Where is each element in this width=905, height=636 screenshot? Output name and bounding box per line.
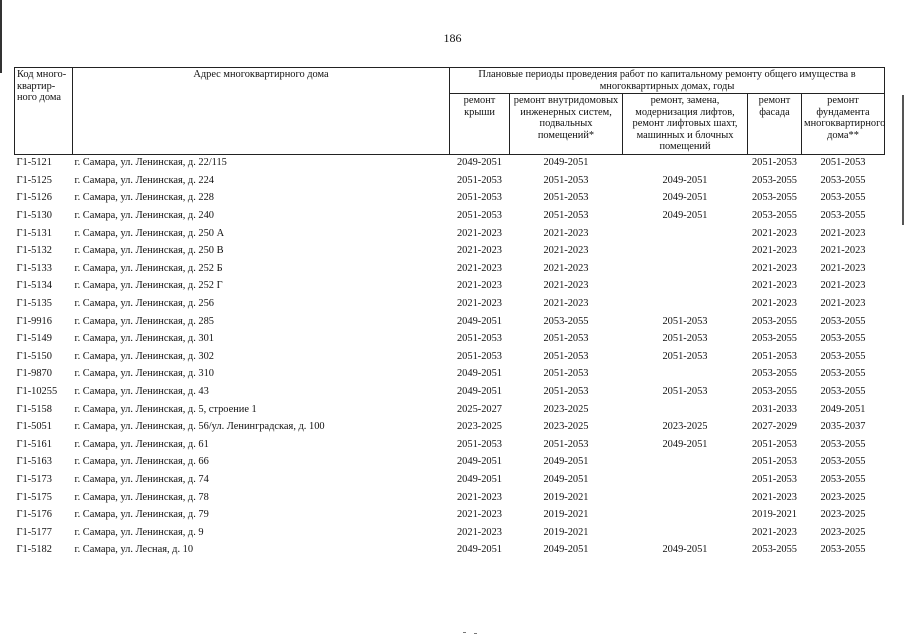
scan-speck <box>463 632 466 633</box>
period-foundation: 2053-2055 <box>820 174 866 186</box>
header-row-top <box>15 68 885 94</box>
period-foundation: 2053-2055 <box>820 333 866 345</box>
period-facade: 2031-2033 <box>751 403 798 415</box>
house-code: Г1-5158 <box>16 403 52 415</box>
house-code: Г1-5175 <box>16 491 52 503</box>
period-foundation: 2053-2055 <box>820 210 866 222</box>
house-code: Г1-5150 <box>16 350 52 362</box>
period-roof: 2021-2023 <box>456 227 503 239</box>
period-roof: 2049-2051 <box>456 315 503 327</box>
header-foundation: ремонт фундамента многоквартирного дома** <box>802 94 885 155</box>
header-address: Адрес многоквартирного дома <box>73 68 450 155</box>
house-address: г. Самара, ул. Ленинская, д. 250 В <box>74 245 224 257</box>
house-address: г. Самара, ул. Ленинская, д. 78 <box>74 491 209 503</box>
period-foundation: 2021-2023 <box>820 262 866 274</box>
header-systems: ремонт внутридомовых инженерных систем, подвальных помещений* <box>510 94 623 155</box>
house-address: г. Самара, ул. Ленинская, д. 301 <box>74 333 214 345</box>
period-foundation: 2053-2055 <box>820 456 866 468</box>
house-code: Г1-5133 <box>16 262 52 274</box>
table-row <box>15 454 885 472</box>
period-roof: 2049-2051 <box>456 544 503 556</box>
house-code: Г1-5149 <box>16 333 52 345</box>
period-elevators: 2051-2053 <box>662 333 708 345</box>
period-foundation: 2053-2055 <box>820 350 866 362</box>
period-roof: 2025-2027 <box>456 403 503 415</box>
table-row <box>15 207 885 225</box>
period-roof: 2049-2051 <box>456 386 503 398</box>
period-elevators <box>623 524 748 542</box>
table-row <box>15 366 885 384</box>
period-systems: 2023-2025 <box>543 403 589 415</box>
house-code: Г1-5173 <box>16 473 52 485</box>
period-facade: 2053-2055 <box>751 315 798 327</box>
house-address: г. Самара, ул. Ленинская, д. 250 А <box>74 227 225 239</box>
table-row <box>15 154 885 172</box>
period-foundation: 2023-2025 <box>820 526 866 538</box>
period-facade: 2051-2053 <box>751 438 798 450</box>
period-systems: 2049-2051 <box>543 544 589 556</box>
table-row <box>15 278 885 296</box>
house-address: г. Самара, ул. Ленинская, д. 224 <box>74 174 214 186</box>
period-facade: 2053-2055 <box>751 368 798 380</box>
house-address: г. Самара, ул. Ленинская, д. 43 <box>74 386 209 398</box>
house-code: Г1-5163 <box>16 456 52 468</box>
period-facade: 2021-2023 <box>751 491 798 503</box>
page-number: 186 <box>443 31 462 45</box>
house-code: Г1-9870 <box>16 368 52 380</box>
house-code: Г1-5176 <box>16 509 52 521</box>
period-systems: 2021-2023 <box>543 245 589 257</box>
period-elevators <box>623 154 748 172</box>
period-roof: 2021-2023 <box>456 298 503 310</box>
table-body <box>15 154 885 559</box>
period-facade: 2051-2053 <box>751 157 798 169</box>
period-facade: 2051-2053 <box>751 350 798 362</box>
period-facade: 2051-2053 <box>751 473 798 485</box>
table-row <box>15 489 885 507</box>
period-facade: 2021-2023 <box>751 298 798 310</box>
period-roof: 2021-2023 <box>456 262 503 274</box>
house-address: г. Самара, ул. Ленинская, д. 240 <box>74 210 214 222</box>
period-elevators: 2049-2051 <box>662 174 708 186</box>
table-row <box>15 190 885 208</box>
period-systems: 2051-2053 <box>543 350 589 362</box>
house-address: г. Самара, ул. Ленинская, д. 22/115 <box>74 157 227 169</box>
house-code: Г1-5125 <box>16 174 52 186</box>
period-elevators <box>623 295 748 313</box>
period-foundation: 2023-2025 <box>820 491 866 503</box>
period-systems: 2021-2023 <box>543 298 589 310</box>
period-roof: 2051-2053 <box>456 350 503 362</box>
period-roof: 2049-2051 <box>456 473 503 485</box>
house-address: г. Самара, ул. Ленинская, д. 56/ул. Ленинградская, д. 100 <box>74 421 325 433</box>
period-facade: 2053-2055 <box>751 192 798 204</box>
house-code: Г1-10255 <box>16 386 58 398</box>
period-facade: 2021-2023 <box>751 526 798 538</box>
table-row <box>15 225 885 243</box>
period-roof: 2051-2053 <box>456 333 503 345</box>
house-address: г. Самара, ул. Ленинская, д. 79 <box>74 509 209 521</box>
period-systems: 2049-2051 <box>543 157 589 169</box>
period-elevators: 2049-2051 <box>662 192 708 204</box>
period-systems: 2051-2053 <box>543 333 589 345</box>
header-facade: ремонт фасада <box>748 94 802 155</box>
table-row <box>15 542 885 560</box>
table-row <box>15 330 885 348</box>
period-elevators: 2051-2053 <box>662 315 708 327</box>
period-roof: 2021-2023 <box>456 509 503 521</box>
period-foundation: 2053-2055 <box>820 438 866 450</box>
header-elevators: ремонт, замена, модернизация лифтов, ремонт лифтовых шахт, машинных и блочных помещений <box>623 94 748 155</box>
period-elevators: 2023-2025 <box>662 421 708 433</box>
table-row <box>15 295 885 313</box>
house-code: Г1-5161 <box>16 438 52 450</box>
period-facade: 2027-2029 <box>751 421 798 433</box>
table-row <box>15 401 885 419</box>
house-code: Г1-5126 <box>16 192 52 204</box>
period-elevators: 2049-2051 <box>662 210 708 222</box>
period-facade: 2019-2021 <box>751 509 798 521</box>
house-address: г. Самара, ул. Ленинская, д. 228 <box>74 192 214 204</box>
period-systems: 2021-2023 <box>543 227 589 239</box>
period-systems: 2049-2051 <box>543 473 589 485</box>
table-row <box>15 242 885 260</box>
house-code: Г1-5182 <box>16 544 52 556</box>
period-elevators <box>623 225 748 243</box>
period-roof: 2021-2023 <box>456 491 503 503</box>
period-systems: 2051-2053 <box>543 386 589 398</box>
period-roof: 2049-2051 <box>456 456 503 468</box>
period-foundation: 2051-2053 <box>820 157 866 169</box>
period-roof: 2051-2053 <box>456 210 503 222</box>
period-foundation: 2021-2023 <box>820 280 866 292</box>
period-roof: 2021-2023 <box>456 526 503 538</box>
period-roof: 2051-2053 <box>456 438 503 450</box>
period-foundation: 2021-2023 <box>820 298 866 310</box>
period-systems: 2019-2021 <box>543 509 589 521</box>
period-elevators: 2051-2053 <box>662 386 708 398</box>
house-address: г. Самара, ул. Ленинская, д. 302 <box>74 350 214 362</box>
header-roof: ремонт крыши <box>450 94 510 155</box>
period-elevators <box>623 454 748 472</box>
period-elevators <box>623 489 748 507</box>
period-foundation: 2021-2023 <box>820 245 866 257</box>
table-row <box>15 260 885 278</box>
period-foundation: 2053-2055 <box>820 544 866 556</box>
period-systems: 2051-2053 <box>543 210 589 222</box>
period-facade: 2053-2055 <box>751 174 798 186</box>
period-elevators <box>623 260 748 278</box>
house-address: г. Самара, ул. Ленинская, д. 252 Г <box>74 280 223 292</box>
period-foundation: 2035-2037 <box>820 421 866 433</box>
period-foundation: 2053-2055 <box>820 192 866 204</box>
period-roof: 2051-2053 <box>456 192 503 204</box>
table-row <box>15 313 885 331</box>
period-systems: 2021-2023 <box>543 262 589 274</box>
period-systems: 2053-2055 <box>543 315 589 327</box>
house-code: Г1-5121 <box>16 157 52 169</box>
period-roof: 2021-2023 <box>456 280 503 292</box>
house-address: г. Самара, ул. Ленинская, д. 256 <box>74 298 214 310</box>
house-address: г. Самара, ул. Лесная, д. 10 <box>74 544 194 556</box>
period-foundation: 2049-2051 <box>820 403 866 415</box>
period-elevators <box>623 242 748 260</box>
period-foundation: 2021-2023 <box>820 227 866 239</box>
period-facade: 2051-2053 <box>751 456 798 468</box>
scan-right-edge <box>902 95 904 225</box>
period-systems: 2019-2021 <box>543 491 589 503</box>
house-address: г. Самара, ул. Ленинская, д. 252 Б <box>74 262 223 274</box>
house-address: г. Самара, ул. Ленинская, д. 5, строение 1 <box>74 403 257 415</box>
table-row <box>15 418 885 436</box>
period-roof: 2021-2023 <box>456 245 503 257</box>
period-roof: 2051-2053 <box>456 174 503 186</box>
period-facade: 2021-2023 <box>751 245 798 257</box>
period-roof: 2049-2051 <box>456 368 503 380</box>
house-code: Г1-5130 <box>16 210 52 222</box>
table-row <box>15 436 885 454</box>
period-elevators <box>623 471 748 489</box>
house-address: г. Самара, ул. Ленинская, д. 61 <box>74 438 209 450</box>
house-code: Г1-9916 <box>16 315 52 327</box>
period-systems: 2021-2023 <box>543 280 589 292</box>
period-elevators <box>623 401 748 419</box>
house-code: Г1-5051 <box>16 421 52 433</box>
period-elevators: 2051-2053 <box>662 350 708 362</box>
period-facade: 2053-2055 <box>751 386 798 398</box>
period-systems: 2051-2053 <box>543 192 589 204</box>
period-facade: 2053-2055 <box>751 333 798 345</box>
house-address: г. Самара, ул. Ленинская, д. 285 <box>74 315 214 327</box>
period-systems: 2051-2053 <box>543 174 589 186</box>
period-foundation: 2053-2055 <box>820 386 866 398</box>
period-elevators <box>623 278 748 296</box>
period-roof: 2049-2051 <box>456 157 503 169</box>
house-address: г. Самара, ул. Ленинская, д. 66 <box>74 456 209 468</box>
header-code: Код много-квартир-ного дома <box>15 68 73 155</box>
period-elevators <box>623 366 748 384</box>
house-code: Г1-5131 <box>16 227 52 239</box>
period-systems: 2023-2025 <box>543 421 589 433</box>
period-foundation: 2053-2055 <box>820 368 866 380</box>
house-code: Г1-5135 <box>16 298 52 310</box>
period-facade: 2021-2023 <box>751 280 798 292</box>
house-address: г. Самара, ул. Ленинская, д. 74 <box>74 473 209 485</box>
house-address: г. Самара, ул. Ленинская, д. 9 <box>74 526 204 538</box>
house-code: Г1-5132 <box>16 245 52 257</box>
period-foundation: 2053-2055 <box>820 473 866 485</box>
period-systems: 2051-2053 <box>543 438 589 450</box>
period-elevators: 2049-2051 <box>662 544 708 556</box>
period-facade: 2021-2023 <box>751 262 798 274</box>
period-facade: 2021-2023 <box>751 227 798 239</box>
period-systems: 2051-2053 <box>543 368 589 380</box>
period-systems: 2019-2021 <box>543 526 589 538</box>
table-row <box>15 348 885 366</box>
house-code: Г1-5134 <box>16 280 52 292</box>
table-row <box>15 172 885 190</box>
table-row <box>15 524 885 542</box>
period-foundation: 2053-2055 <box>820 315 866 327</box>
table-row <box>15 471 885 489</box>
period-systems: 2049-2051 <box>543 456 589 468</box>
period-elevators <box>623 506 748 524</box>
period-foundation: 2023-2025 <box>820 509 866 521</box>
house-code: Г1-5177 <box>16 526 52 538</box>
house-address: г. Самара, ул. Ленинская, д. 310 <box>74 368 214 380</box>
period-elevators: 2049-2051 <box>662 438 708 450</box>
header-periods-group: Плановые периоды проведения работ по капитальному ремонту общего имущества в многоквартирных домах, годы <box>450 68 885 94</box>
table-row <box>15 383 885 401</box>
period-roof: 2023-2025 <box>456 421 503 433</box>
period-facade: 2053-2055 <box>751 210 798 222</box>
table-row <box>15 506 885 524</box>
period-facade: 2053-2055 <box>751 544 798 556</box>
scan-speck <box>474 633 477 634</box>
repair-schedule-table <box>14 67 885 559</box>
